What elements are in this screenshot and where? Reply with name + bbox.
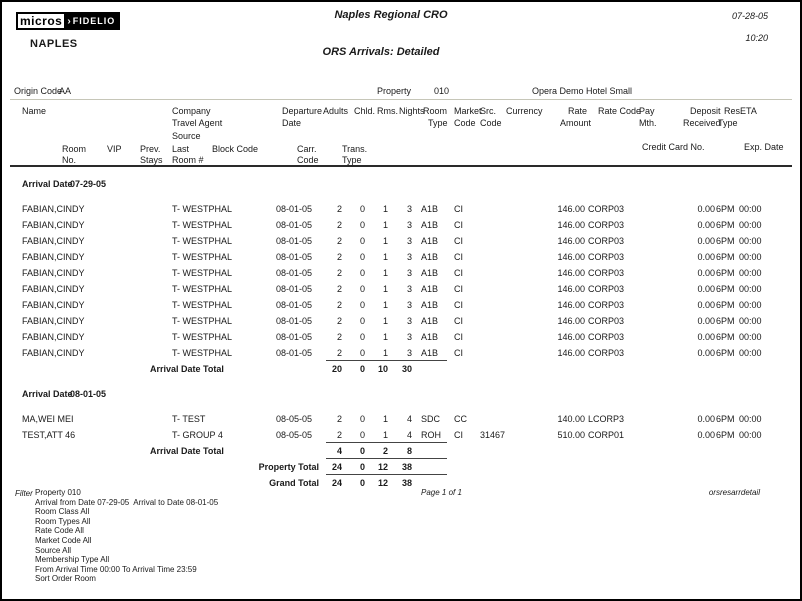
arrival-date-total-row bbox=[2, 446, 800, 462]
cell-rate: 146.00 bbox=[557, 204, 585, 214]
report-date: 07-28-05 bbox=[731, 11, 768, 21]
cell-rms: 1 bbox=[382, 204, 388, 214]
col-block-code: Block Code bbox=[212, 144, 259, 154]
cell-market: CI bbox=[454, 332, 463, 342]
header-rule bbox=[10, 165, 792, 167]
total-chld: 0 bbox=[359, 364, 365, 374]
cell-chld: 0 bbox=[359, 300, 365, 310]
property-name: Opera Demo Hotel Small bbox=[532, 86, 633, 96]
cell-name: MA,WEI MEI bbox=[22, 414, 74, 424]
origin-code-value: AA bbox=[59, 86, 72, 96]
cell-room_type: A1B bbox=[421, 268, 439, 278]
cell-rate: 146.00 bbox=[557, 252, 585, 262]
cell-rate: 140.00 bbox=[557, 414, 585, 424]
total-rms: 12 bbox=[377, 478, 388, 488]
cell-name: FABIAN,CINDY bbox=[22, 252, 85, 262]
cell-res_type: 6PM bbox=[716, 220, 735, 230]
cell-company: T- WESTPHAL bbox=[172, 284, 233, 294]
logo-micros-text: micros bbox=[16, 12, 66, 30]
arrival-date-value: 07-29-05 bbox=[70, 179, 107, 189]
cell-eta: 00:00 bbox=[739, 300, 762, 310]
total-underline bbox=[326, 474, 447, 475]
cell-adults: 2 bbox=[336, 220, 342, 230]
total-nights: 38 bbox=[401, 478, 412, 488]
cell-res_type: 6PM bbox=[716, 252, 735, 262]
col-travel-agent: Travel Agent bbox=[172, 118, 223, 128]
cell-chld: 0 bbox=[359, 268, 365, 278]
col-chld: Chld. bbox=[354, 106, 376, 116]
cell-company: T- WESTPHAL bbox=[172, 220, 233, 230]
cell-res_type: 6PM bbox=[716, 268, 735, 278]
cell-adults: 2 bbox=[336, 284, 342, 294]
filter-line: Rate Code All bbox=[35, 526, 84, 536]
cell-chld: 0 bbox=[359, 332, 365, 342]
filter-lines bbox=[35, 488, 218, 584]
cell-eta: 00:00 bbox=[739, 252, 762, 262]
col-room: Room bbox=[423, 106, 448, 116]
cell-deposit: 0.00 bbox=[697, 430, 715, 440]
filter-line: Room Class All bbox=[35, 507, 90, 517]
cell-rate_code: CORP03 bbox=[588, 268, 625, 278]
cell-chld: 0 bbox=[359, 348, 365, 358]
col-trans: Trans. bbox=[342, 144, 368, 154]
total-label: Property Total bbox=[258, 462, 319, 472]
cell-rate_code: CORP03 bbox=[588, 236, 625, 246]
table-row bbox=[2, 252, 800, 268]
cell-room_type: A1B bbox=[421, 332, 439, 342]
total-rms: 10 bbox=[377, 364, 388, 374]
cell-eta: 00:00 bbox=[739, 268, 762, 278]
origin-code-label: Origin Code bbox=[14, 86, 63, 96]
cell-deposit: 0.00 bbox=[697, 236, 715, 246]
cell-company: T- WESTPHAL bbox=[172, 252, 233, 262]
cell-nights: 3 bbox=[406, 300, 412, 310]
cell-rms: 1 bbox=[382, 268, 388, 278]
report-id: orsresarrdetail bbox=[708, 488, 760, 497]
cell-company: T- WESTPHAL bbox=[172, 316, 233, 326]
col-exp-date: Exp. Date bbox=[744, 142, 784, 152]
cell-market: CI bbox=[454, 284, 463, 294]
cell-deposit: 0.00 bbox=[697, 268, 715, 278]
cell-chld: 0 bbox=[359, 252, 365, 262]
table-row bbox=[2, 236, 800, 252]
cell-adults: 2 bbox=[336, 268, 342, 278]
cell-res_type: 6PM bbox=[716, 332, 735, 342]
total-label: Arrival Date Total bbox=[150, 446, 224, 456]
property-label: Property bbox=[377, 86, 412, 96]
cell-rms: 1 bbox=[382, 284, 388, 294]
cell-deposit: 0.00 bbox=[697, 414, 715, 424]
cell-company: T- WESTPHAL bbox=[172, 348, 233, 358]
filter-line: Arrival from Date 07-29-05 Arrival to Date 08-01-05 bbox=[35, 497, 219, 507]
cell-rms: 1 bbox=[382, 220, 388, 230]
cell-res_type: 6PM bbox=[716, 204, 735, 214]
cell-rate_code: CORP03 bbox=[588, 284, 625, 294]
col-rate: Rate bbox=[568, 106, 588, 116]
col-vip: VIP bbox=[107, 144, 122, 154]
total-adults: 24 bbox=[331, 462, 342, 472]
col-company: Company bbox=[172, 106, 211, 116]
cell-company: T- GROUP 4 bbox=[172, 430, 223, 440]
cell-rms: 1 bbox=[382, 332, 388, 342]
cell-chld: 0 bbox=[359, 414, 365, 424]
col-eta: ETA bbox=[740, 106, 757, 116]
total-underline bbox=[326, 360, 447, 361]
total-underline bbox=[326, 442, 447, 443]
total-underline bbox=[326, 458, 447, 459]
cell-rate_code: CORP03 bbox=[588, 348, 625, 358]
cell-nights: 3 bbox=[406, 332, 412, 342]
cell-departure: 08-01-05 bbox=[275, 300, 312, 310]
cell-room_type: A1B bbox=[421, 316, 439, 326]
col-room-type: Type bbox=[428, 118, 448, 128]
cell-rate_code: CORP03 bbox=[588, 300, 625, 310]
cell-room_type: A1B bbox=[421, 284, 439, 294]
cell-nights: 3 bbox=[406, 252, 412, 262]
col-rate-code: Rate Code bbox=[598, 106, 642, 116]
cell-rate: 146.00 bbox=[557, 300, 585, 310]
cell-departure: 08-01-05 bbox=[275, 316, 312, 326]
cell-adults: 2 bbox=[336, 348, 342, 358]
cell-name: FABIAN,CINDY bbox=[22, 236, 85, 246]
cell-rms: 1 bbox=[382, 430, 388, 440]
cell-chld: 0 bbox=[359, 316, 365, 326]
table-row bbox=[2, 316, 800, 332]
cell-company: T- WESTPHAL bbox=[172, 268, 233, 278]
arrival-date-section-header bbox=[2, 179, 800, 193]
page-number: Page 1 of 1 bbox=[421, 488, 462, 497]
cell-res_type: 6PM bbox=[716, 236, 735, 246]
cell-rate_code: CORP03 bbox=[588, 204, 625, 214]
property-total-row bbox=[2, 462, 800, 478]
cell-market: CI bbox=[454, 252, 463, 262]
cell-company: T- WESTPHAL bbox=[172, 332, 233, 342]
cell-nights: 3 bbox=[406, 236, 412, 246]
table-row bbox=[2, 414, 800, 430]
filter-line: Source All bbox=[35, 545, 72, 555]
cell-eta: 00:00 bbox=[739, 236, 762, 246]
cell-room_type: A1B bbox=[421, 348, 439, 358]
cell-nights: 3 bbox=[406, 284, 412, 294]
col-carr-code: Code bbox=[297, 155, 319, 165]
report-subtitle: ORS Arrivals: Detailed bbox=[322, 46, 440, 58]
col-market-code: Code bbox=[454, 118, 476, 128]
org-name: NAPLES bbox=[30, 38, 78, 50]
section-rows bbox=[2, 204, 800, 364]
cell-adults: 2 bbox=[336, 204, 342, 214]
cell-departure: 08-05-05 bbox=[275, 414, 312, 424]
cell-nights: 3 bbox=[406, 204, 412, 214]
table-row bbox=[2, 204, 800, 220]
cell-market: CI bbox=[454, 316, 463, 326]
filter-line: Property 010 bbox=[35, 488, 81, 497]
cell-room_type: A1B bbox=[421, 236, 439, 246]
cell-company: T- WESTPHAL bbox=[172, 236, 233, 246]
cell-departure: 08-01-05 bbox=[275, 204, 312, 214]
filter-line: From Arrival Time 00:00 To Arrival Time 23:59 bbox=[35, 564, 197, 574]
cell-deposit: 0.00 bbox=[697, 316, 715, 326]
cell-rate_code: CORP03 bbox=[588, 316, 625, 326]
col-currency: Currency bbox=[506, 106, 543, 116]
cell-res_type: 6PM bbox=[716, 316, 735, 326]
cell-room_type: ROH bbox=[421, 430, 441, 440]
cell-departure: 08-01-05 bbox=[275, 332, 312, 342]
property-code: 010 bbox=[434, 86, 450, 96]
cell-nights: 3 bbox=[406, 220, 412, 230]
col-rate-amount: Amount bbox=[560, 118, 592, 128]
report-body bbox=[2, 170, 800, 494]
cell-rms: 1 bbox=[382, 316, 388, 326]
cell-rate: 146.00 bbox=[557, 236, 585, 246]
cell-eta: 00:00 bbox=[739, 220, 762, 230]
col-deposit: Deposit bbox=[690, 106, 721, 116]
col-deposit-received: Received bbox=[683, 118, 721, 128]
cell-adults: 2 bbox=[336, 430, 342, 440]
cell-chld: 0 bbox=[359, 220, 365, 230]
col-prev: Prev. bbox=[140, 144, 161, 154]
cell-rms: 1 bbox=[382, 252, 388, 262]
total-label: Grand Total bbox=[269, 478, 319, 488]
cell-deposit: 0.00 bbox=[697, 300, 715, 310]
report-title: Naples Regional CRO bbox=[334, 9, 448, 21]
col-src: Src. bbox=[480, 106, 497, 116]
cell-departure: 08-01-05 bbox=[275, 220, 312, 230]
cell-departure: 08-05-05 bbox=[275, 430, 312, 440]
cell-name: FABIAN,CINDY bbox=[22, 220, 85, 230]
cell-deposit: 0.00 bbox=[697, 204, 715, 214]
header-divider-line bbox=[10, 99, 792, 100]
cell-market: CI bbox=[454, 220, 463, 230]
cell-departure: 08-01-05 bbox=[275, 284, 312, 294]
cell-nights: 3 bbox=[406, 268, 412, 278]
cell-room_type: SDC bbox=[421, 414, 441, 424]
cell-nights: 4 bbox=[406, 414, 412, 424]
col-last-room: Room # bbox=[172, 155, 204, 165]
col-room-no-2: No. bbox=[62, 155, 77, 165]
col-res-type: Type bbox=[718, 118, 738, 128]
cell-eta: 00:00 bbox=[739, 430, 762, 440]
total-chld: 0 bbox=[359, 462, 365, 472]
cell-chld: 0 bbox=[359, 204, 365, 214]
cell-departure: 08-01-05 bbox=[275, 236, 312, 246]
total-rms: 2 bbox=[382, 446, 388, 456]
cell-rate_code: CORP01 bbox=[588, 430, 625, 440]
cell-rms: 1 bbox=[382, 414, 388, 424]
cell-room_type: A1B bbox=[421, 204, 439, 214]
col-pay: Pay bbox=[639, 106, 655, 116]
cell-deposit: 0.00 bbox=[697, 348, 715, 358]
table-row bbox=[2, 220, 800, 236]
cell-departure: 08-01-05 bbox=[275, 268, 312, 278]
cell-eta: 00:00 bbox=[739, 414, 762, 424]
col-name: Name bbox=[22, 106, 47, 116]
cell-company: T- TEST bbox=[172, 414, 206, 424]
col-res: Res. bbox=[724, 106, 743, 116]
cell-room_type: A1B bbox=[421, 300, 439, 310]
cell-rms: 1 bbox=[382, 236, 388, 246]
cell-departure: 08-01-05 bbox=[275, 348, 312, 358]
cell-market: CI bbox=[454, 348, 463, 358]
total-nights: 30 bbox=[401, 364, 412, 374]
col-adults: Adults bbox=[323, 106, 349, 116]
total-nights: 38 bbox=[401, 462, 412, 472]
col-credit-card: Credit Card No. bbox=[642, 142, 705, 152]
cell-rate: 146.00 bbox=[557, 268, 585, 278]
col-src-code: Code bbox=[480, 118, 502, 128]
cell-eta: 00:00 bbox=[739, 332, 762, 342]
cell-eta: 00:00 bbox=[739, 204, 762, 214]
logo-fidelio-text: › FIDELIO bbox=[66, 12, 120, 30]
logo-arrow-icon: › bbox=[67, 15, 72, 27]
cell-deposit: 0.00 bbox=[697, 332, 715, 342]
report-time: 10:20 bbox=[745, 33, 768, 43]
cell-name: TEST,ATT 46 bbox=[22, 430, 76, 440]
arrival-date-label: Arrival Date bbox=[22, 389, 73, 399]
cell-market: CC bbox=[454, 414, 467, 424]
cell-chld: 0 bbox=[359, 430, 365, 440]
arrival-date-section-header bbox=[2, 389, 800, 403]
cell-rate: 510.00 bbox=[557, 430, 585, 440]
col-rms: Rms. bbox=[377, 106, 398, 116]
col-nights: Nights bbox=[399, 106, 425, 116]
table-row bbox=[2, 284, 800, 300]
col-pay-mth: Mth. bbox=[639, 118, 657, 128]
total-rms: 12 bbox=[377, 462, 388, 472]
col-departure-date: Date bbox=[282, 118, 302, 128]
cell-adults: 2 bbox=[336, 316, 342, 326]
arrival-date-label: Arrival Date bbox=[22, 179, 73, 189]
cell-deposit: 0.00 bbox=[697, 284, 715, 294]
cell-rate: 146.00 bbox=[557, 348, 585, 358]
col-departure: Departure bbox=[282, 106, 323, 116]
table-row bbox=[2, 332, 800, 348]
cell-name: FABIAN,CINDY bbox=[22, 316, 85, 326]
cell-rate_code: CORP03 bbox=[588, 252, 625, 262]
cell-chld: 0 bbox=[359, 236, 365, 246]
cell-name: FABIAN,CINDY bbox=[22, 284, 85, 294]
total-nights: 8 bbox=[406, 446, 412, 456]
total-adults: 20 bbox=[331, 364, 342, 374]
cell-chld: 0 bbox=[359, 284, 365, 294]
cell-name: FABIAN,CINDY bbox=[22, 268, 85, 278]
cell-nights: 4 bbox=[406, 430, 412, 440]
cell-eta: 00:00 bbox=[739, 316, 762, 326]
arrival-date-value: 08-01-05 bbox=[70, 389, 107, 399]
cell-market: CI bbox=[454, 430, 463, 440]
cell-market: CI bbox=[454, 268, 463, 278]
cell-eta: 00:00 bbox=[739, 348, 762, 358]
cell-res_type: 6PM bbox=[716, 414, 735, 424]
cell-nights: 3 bbox=[406, 316, 412, 326]
filter-line: Sort Order Room bbox=[35, 574, 96, 584]
cell-adults: 2 bbox=[336, 236, 342, 246]
arrival-date-total-row bbox=[2, 364, 800, 380]
cell-name: FABIAN,CINDY bbox=[22, 348, 85, 358]
cell-rate_code: CORP03 bbox=[588, 332, 625, 342]
total-chld: 0 bbox=[359, 446, 365, 456]
cell-room_type: A1B bbox=[421, 252, 439, 262]
table-row bbox=[2, 348, 800, 364]
cell-market: CI bbox=[454, 300, 463, 310]
col-trans-type: Type bbox=[342, 155, 362, 165]
total-label: Arrival Date Total bbox=[150, 364, 224, 374]
cell-deposit: 0.00 bbox=[697, 220, 715, 230]
cell-name: FABIAN,CINDY bbox=[22, 300, 85, 310]
cell-res_type: 6PM bbox=[716, 300, 735, 310]
cell-rate_code: LCORP3 bbox=[588, 414, 625, 424]
cell-market: CI bbox=[454, 204, 463, 214]
cell-deposit: 0.00 bbox=[697, 252, 715, 262]
col-carr: Carr. bbox=[297, 144, 317, 154]
table-row bbox=[2, 430, 800, 446]
cell-rate: 146.00 bbox=[557, 284, 585, 294]
col-last: Last bbox=[172, 144, 190, 154]
col-room-no-1: Room bbox=[62, 144, 87, 154]
cell-company: T- WESTPHAL bbox=[172, 300, 233, 310]
cell-rate: 146.00 bbox=[557, 220, 585, 230]
cell-res_type: 6PM bbox=[716, 348, 735, 358]
cell-eta: 00:00 bbox=[739, 284, 762, 294]
cell-src: 31467 bbox=[480, 430, 506, 440]
cell-res_type: 6PM bbox=[716, 284, 735, 294]
col-source: Source bbox=[172, 131, 201, 141]
cell-adults: 2 bbox=[336, 414, 342, 424]
cell-adults: 2 bbox=[336, 252, 342, 262]
table-row bbox=[2, 268, 800, 284]
col-stays: Stays bbox=[140, 155, 163, 165]
filter-line: Market Code All bbox=[35, 535, 92, 545]
cell-room_type: A1B bbox=[421, 220, 439, 230]
cell-name: FABIAN,CINDY bbox=[22, 204, 85, 214]
table-row bbox=[2, 300, 800, 316]
cell-res_type: 6PM bbox=[716, 430, 735, 440]
cell-rate_code: CORP03 bbox=[588, 220, 625, 230]
cell-rms: 1 bbox=[382, 300, 388, 310]
cell-adults: 2 bbox=[336, 332, 342, 342]
cell-rate: 146.00 bbox=[557, 316, 585, 326]
cell-company: T- WESTPHAL bbox=[172, 204, 233, 214]
cell-rms: 1 bbox=[382, 348, 388, 358]
total-chld: 0 bbox=[359, 478, 365, 488]
total-adults: 24 bbox=[331, 478, 342, 488]
cell-departure: 08-01-05 bbox=[275, 252, 312, 262]
filter-label: Filter bbox=[15, 489, 33, 498]
total-adults: 4 bbox=[336, 446, 342, 456]
cell-adults: 2 bbox=[336, 300, 342, 310]
cell-name: FABIAN,CINDY bbox=[22, 332, 85, 342]
cell-rate: 146.00 bbox=[557, 332, 585, 342]
cell-market: CI bbox=[454, 236, 463, 246]
filter-line: Room Types All bbox=[35, 516, 91, 526]
filter-line: Membership Type All bbox=[35, 555, 110, 565]
cell-nights: 3 bbox=[406, 348, 412, 358]
col-market: Market bbox=[454, 106, 482, 116]
